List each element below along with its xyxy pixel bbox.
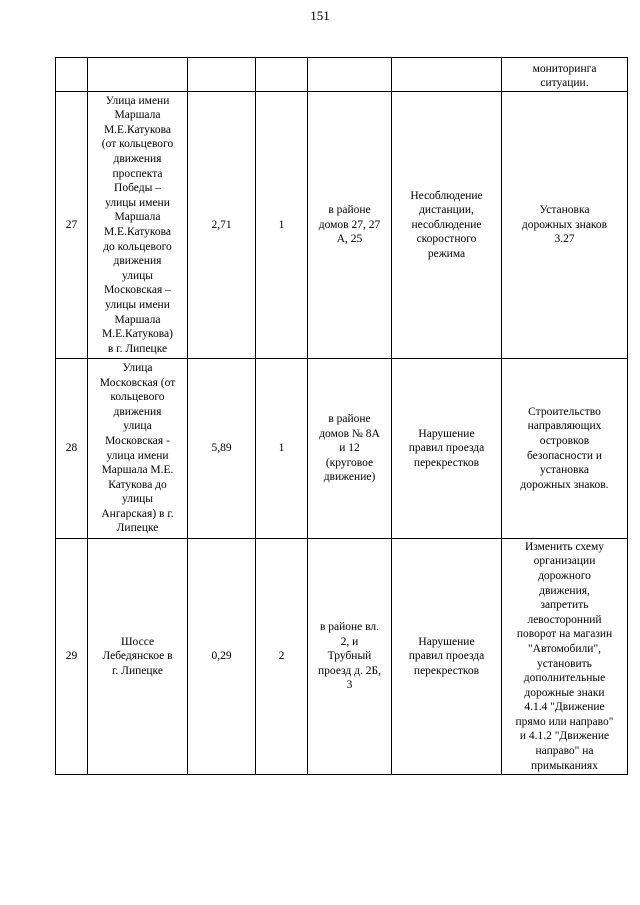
- table-row: [56, 359, 628, 539]
- count-value: 2: [278, 650, 285, 663]
- cell-num: [56, 92, 88, 359]
- row-number: 29: [65, 650, 78, 663]
- cause-text: Нарушение правил проезда перекрестков: [408, 427, 485, 469]
- count-value: 1: [278, 442, 285, 455]
- length-value: 0,29: [211, 650, 232, 663]
- measures-text: Изменить схему организации дорожного движения, запретить левосторонний поворот на магазин "Автомобили", установить дополнительные дорожные знаки 4.1.4 "Движение прямо или направо" и 4.1.2 "Движение направо" на примыканиях: [515, 540, 614, 772]
- cause-text: Нарушение правил проезда перекрестков: [408, 635, 485, 677]
- cell-street: [88, 58, 188, 92]
- cell-street: [88, 539, 188, 775]
- cell-street: [88, 359, 188, 539]
- cell-length: [188, 92, 256, 359]
- cell-location: [308, 359, 392, 539]
- count-value: 1: [278, 218, 285, 231]
- page-number: 151: [310, 8, 330, 23]
- measures-text: Строительство направляющих островков безопасности и установка дорожных знаков.: [520, 405, 609, 491]
- cell-length: [188, 359, 256, 539]
- cell-count: [256, 539, 308, 775]
- cell-length: [188, 58, 256, 92]
- cell-location: [308, 92, 392, 359]
- street-name: Улица имени Маршала М.Е.Катукова (от кольцевого движения проспекта Победы – улицы имени Маршала М.Е.Катукова до кольцевого движения улицы Московская – улицы имени Маршала М.Е.Катукова) в г. Липецке: [101, 94, 174, 355]
- cell-cause: [392, 359, 502, 539]
- cell-measures: [502, 58, 628, 92]
- cell-num: [56, 359, 88, 539]
- location-text: в районе домов № 8А и 12 (круговое движение): [319, 413, 380, 484]
- cell-cause: [392, 58, 502, 92]
- length-value: 5,89: [211, 442, 232, 455]
- length-value: 2,71: [211, 218, 232, 231]
- cell-cause: [392, 92, 502, 359]
- cell-street: [88, 92, 188, 359]
- cell-cause: [392, 539, 502, 775]
- cell-num: [56, 58, 88, 92]
- accident-table: [55, 57, 628, 775]
- cell-measures: [502, 92, 628, 359]
- cell-measures: [502, 539, 628, 775]
- cell-location: [308, 58, 392, 92]
- cell-count: [256, 58, 308, 92]
- location-text: в районе домов 27, 27 А, 25: [318, 204, 381, 246]
- cell-num: [56, 539, 88, 775]
- table-row: [56, 92, 628, 359]
- cell-length: [188, 539, 256, 775]
- cell-measures: [502, 359, 628, 539]
- row-number: 27: [65, 218, 78, 231]
- measures-text: мониторинга ситуации.: [532, 62, 597, 90]
- street-name: Улица Московская (от кольцевого движения улица Московская - улица имени Маршала М.Е. Катукова до улицы Ангарская) в г. Липецке: [99, 361, 176, 535]
- cause-text: Несоблюдение дистанции, несоблюдение скоростного режима: [410, 189, 483, 260]
- cell-count: [256, 92, 308, 359]
- cell-location: [308, 539, 392, 775]
- table-row: [56, 539, 628, 775]
- table-row-continuation: [56, 58, 628, 92]
- row-number: 28: [65, 442, 78, 455]
- cell-count: [256, 359, 308, 539]
- street-name: Шоссе Лебедянское в г. Липецке: [102, 635, 173, 677]
- location-text: в районе вл. 2, и Трубный проезд д. 2Б, 3: [318, 621, 381, 692]
- measures-text: Установка дорожных знаков 3.27: [521, 204, 608, 246]
